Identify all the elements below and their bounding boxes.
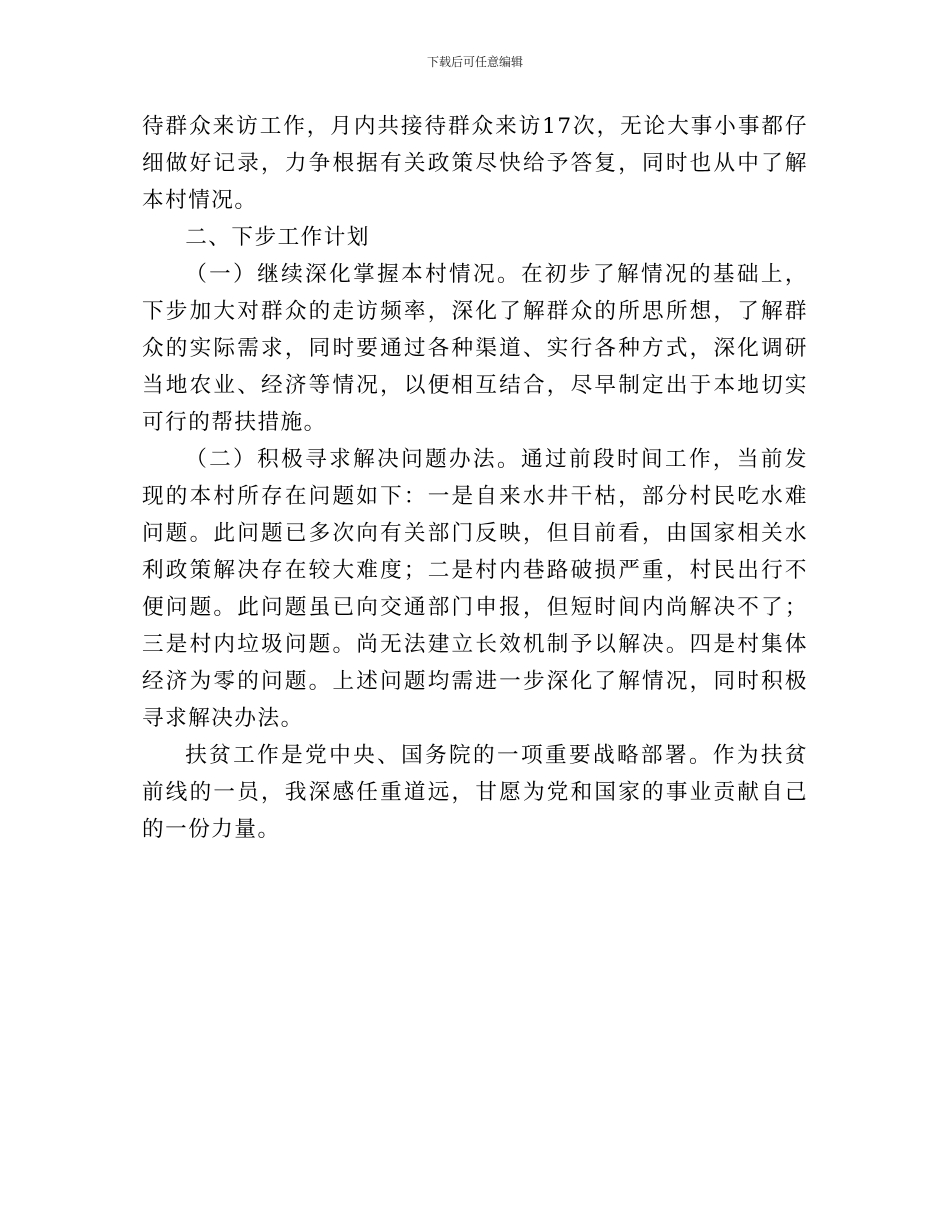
paragraph-conclusion: 扶贫工作是党中央、国务院的一项重要战略部署。作为扶贫前线的一员，我深感任重道远，甘愿为党和国家的事业贡献自己的一份力量。 (142, 743, 808, 842)
section-heading: 二、下步工作计划 (185, 225, 370, 250)
paragraph-continuation: 待群众来访工作，月内共接待群众来访17次，无论大事小事都仔细做好记录，力争根据有关政策尽快给予答复，同时也从中了解本村情况。 (142, 114, 808, 213)
document-body (142, 108, 808, 848)
paragraph-plan-1: （一）继续深化掌握本村情况。在初步了解情况的基础上，下步加大对群众的走访频率，深化了解群众的所思所想，了解群众的实际需求，同时要通过各种渠道、实行各种方式，深化调研当地农业、经济等情况，以便相互结合，尽早制定出于本地切实可行的帮扶措施。 (142, 262, 808, 435)
paragraph-plan-2: （二）积极寻求解决问题办法。通过前段时间工作，当前发现的本村所存在问题如下：一是自来水井干枯，部分村民吃水难问题。此问题已多次向有关部门反映，但目前看，由国家相关水利政策解决存在较大难度；二是村内巷路破损严重，村民出行不便问题。此问题虽已向交通部门申报，但短时间内尚解决不了；三是村内垃圾问题。尚无法建立长效机制予以解决。四是村集体经济为零的问题。上述问题均需进一步深化了解情况，同时积极寻求解决办法。 (142, 447, 808, 731)
page-header: 下载后可任意编辑 (426, 55, 523, 69)
